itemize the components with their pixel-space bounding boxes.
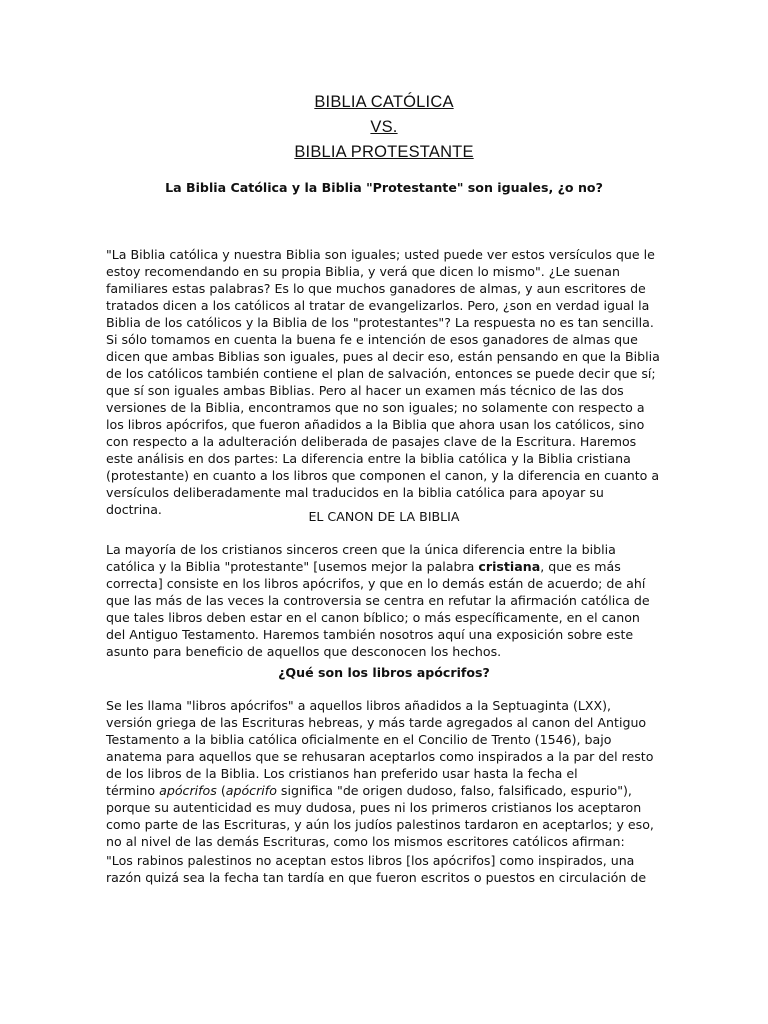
- intro-line: dicen que ambas Biblias son iguales, pues al decir eso, están pensando en que la Biblia: [106, 349, 660, 364]
- apocrypha-paragraph: [106, 697, 666, 850]
- intro-line: de los católicos también contiene el plan de salvación, entonces se puede decir que sí;: [106, 366, 656, 381]
- apocrypha-line: anatema para aquellos que se rehusaran aceptarlos como inspirados a la par del resto: [106, 749, 654, 764]
- intro-line: "La Biblia católica y nuestra Biblia son iguales; usted puede ver estos versículos que le: [106, 247, 655, 262]
- quote-paragraph: [106, 852, 666, 886]
- intro-line: versículos deliberadamente mal traducidos en la biblia católica para apoyar su: [106, 485, 604, 500]
- canon-line: correcta] consiste en los libros apócrifos, y que en lo demás están de acuerdo; de ahí: [106, 576, 646, 591]
- document-title: [0, 90, 768, 165]
- intro-line: con respecto a la adulteración deliberada de pasajes clave de la Escritura. Haremos: [106, 434, 637, 449]
- section-heading-apocrypha: ¿Qué son los libros apócrifos?: [278, 665, 490, 680]
- intro-line: los libros apócrifos, que fueron añadidos a la Biblia que ahora usan los católicos, sino: [106, 417, 645, 432]
- apocrypha-line: versión griega de las Escrituras hebreas, y más tarde agregados al canon del Antiguo: [106, 715, 647, 730]
- intro-line: este análisis en dos partes: La diferencia entre la biblia católica y la Biblia cristiana: [106, 451, 631, 466]
- canon-paragraph: [106, 541, 666, 660]
- canon-text: , que es más: [540, 559, 621, 574]
- quote-line: razón quizá sea la fecha tan tardía en que fueron escritos o puestos en circulación de: [106, 870, 647, 885]
- apocrypha-line: [106, 782, 666, 799]
- canon-line: La mayoría de los cristianos sinceros creen que la única diferencia entre la biblia: [106, 542, 616, 557]
- apocrypha-text: término: [106, 783, 160, 798]
- apocrypha-line: como parte de las Escrituras, y aún los judíos palestinos tardaron en aceptarlos; y eso,: [106, 817, 654, 832]
- apocrypha-text: (: [216, 783, 226, 798]
- section-heading-canon: EL CANON DE LA BIBLIA: [308, 509, 460, 524]
- canon-line: asunto para beneficio de aquellos que desconocen los hechos.: [106, 644, 502, 659]
- title-line-3: BIBLIA PROTESTANTE: [294, 143, 474, 161]
- intro-line: que sí son iguales ambas Biblias. Pero al hacer un examen más técnico de las dos: [106, 383, 624, 398]
- intro-line: versiones de la Biblia, encontramos que no son iguales; no solamente con respecto a: [106, 400, 645, 415]
- intro-paragraph: [106, 246, 666, 518]
- intro-line: Si sólo tomamos en cuenta la buena fe e intención de esos ganadores de almas que: [106, 332, 638, 347]
- apocrypha-italic-term: apócrifo: [225, 783, 277, 798]
- intro-line: familiares estas palabras? Es lo que muchos ganadores de almas, y aun escritores de: [106, 281, 646, 296]
- canon-line: [106, 558, 666, 575]
- canon-text: católica y la Biblia "protestante" [usemos mejor la palabra: [106, 559, 479, 574]
- apocrypha-line: no al nivel de las demás Escrituras, como los mismos escritores católicos afirman:: [106, 834, 625, 849]
- quote-line: "Los rabinos palestinos no aceptan estos libros [los apócrifos] como inspirados, una: [106, 853, 635, 868]
- apocrypha-line: porque su autenticidad es muy dudosa, pues ni los primeros cristianos los aceptaron: [106, 800, 642, 815]
- intro-line: (protestante) en cuanto a los libros que componen el canon, y la diferencia en cuanto a: [106, 468, 660, 483]
- document-subtitle: La Biblia Católica y la Biblia "Protestante" son iguales, ¿o no?: [165, 180, 603, 195]
- title-line-1: BIBLIA CATÓLICA: [314, 93, 454, 111]
- apocrypha-line: Se les llama "libros apócrifos" a aquellos libros añadidos a la Septuaginta (LXX),: [106, 698, 612, 713]
- intro-line: estoy recomendando en su propia Biblia, y verá que dicen lo mismo". ¿Le suenan: [106, 264, 620, 279]
- canon-line: del Antiguo Testamento. Haremos también nosotros aquí una exposición sobre este: [106, 627, 634, 642]
- apocrypha-italic-term: apócrifos: [159, 783, 217, 798]
- canon-line: que tales libros deben estar en el canon bíblico; o más específicamente, en el canon: [106, 610, 640, 625]
- canon-line: que las más de las veces la controversia se centra en refutar la afirmación católica de: [106, 593, 650, 608]
- intro-line: Biblia de los católicos y la Biblia de los "protestantes"? La respuesta no es tan sencilla.: [106, 315, 654, 330]
- apocrypha-line: Testamento a la biblia católica oficialmente en el Concilio de Trento (1546), bajo: [106, 732, 612, 747]
- canon-bold-word: cristiana: [478, 559, 541, 574]
- apocrypha-text: significa "de origen dudoso, falso, falsificado, espurio"),: [276, 783, 632, 798]
- intro-line: doctrina.: [106, 502, 162, 517]
- apocrypha-line: de los libros de la Biblia. Los cristianos han preferido usar hasta la fecha el: [106, 766, 578, 781]
- title-line-2: VS.: [370, 118, 398, 136]
- intro-line: tratados dicen a los católicos al tratar de evangelizarlos. Pero, ¿son en verdad igual la: [106, 298, 650, 313]
